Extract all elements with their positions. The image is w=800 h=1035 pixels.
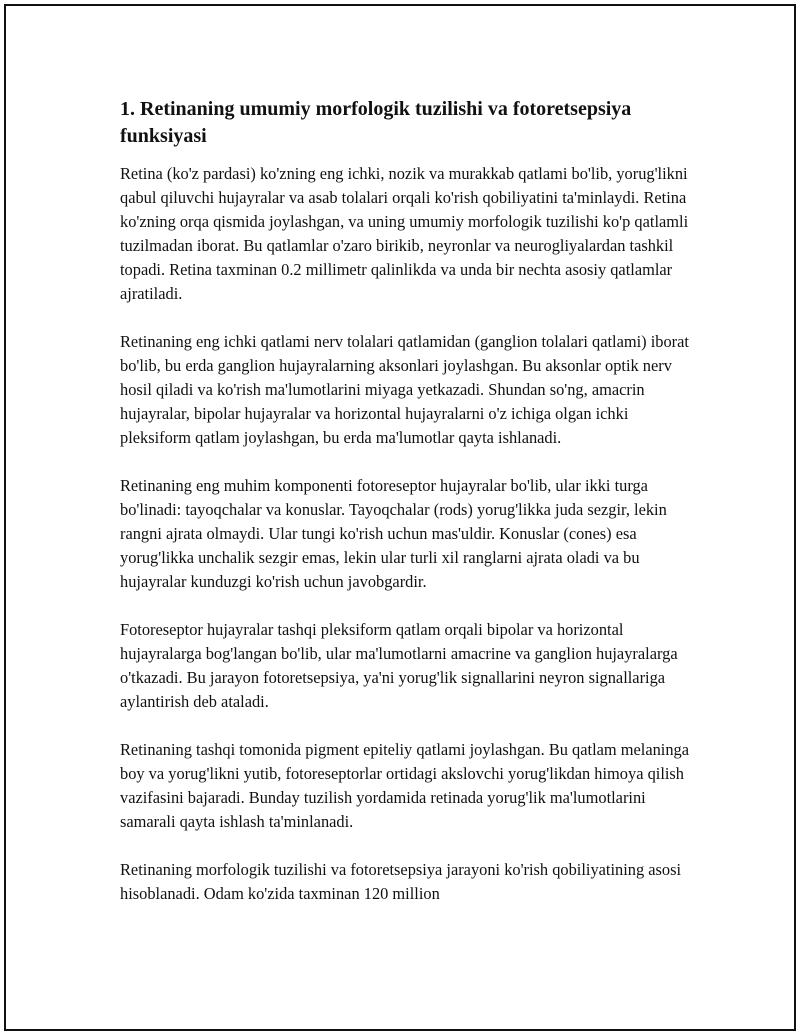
section-title: 1. Retinaning umumiy morfologik tuzilishi va fotoretsepsiya funksiyasi	[120, 98, 632, 147]
document-page	[4, 4, 796, 1031]
paragraph-3: Retinaning eng muhim komponenti fotoreseptor hujayralar bo'lib, ular ikki turga bo'linadi: tayoqchalar va konuslar. Tayoqchalar (rods) yorug'likka juda sezgir, lekin rangni ajrata olmaydi. Ular tungi ko'rish uchun mas'uldir. Konuslar (cones) esa yorug'likka unchalik sezgir emas, lekin ular turli xil ranglarni ajrata oladi va bu hujayralar kunduzgi ko'rish uchun javobgardir.	[120, 476, 667, 591]
paragraph-4: Fotoreseptor hujayralar tashqi pleksiform qatlam orqali bipolar va horizontal hujayralarga bog'langan bo'lib, ular ma'lumotlarni amacrine va ganglion hujayralarga o'tkazadi. Bu jarayon fotoretsepsiya, ya'ni yorug'lik signallarini neyron signallariga aylantirish deb ataladi.	[120, 620, 678, 711]
paragraph-5: Retinaning tashqi tomonida pigment epiteliy qatlami joylashgan. Bu qatlam melaninga boy va yorug'likni yutib, fotoreseptorlar ortidagi akslovchi yorug'likdan himoya qilish vazifasini bajaradi. Bunday tuzilish yordamida retinada yorug'lik ma'lumotlarini samarali qayta ishlash ta'minlanadi.	[120, 740, 690, 831]
document-body	[120, 96, 700, 930]
paragraph-6: Retinaning morfologik tuzilishi va fotoretsepsiya jarayoni ko'rish qobiliyatining asosi hisoblanadi. Odam ko'zida taxminan 120 million	[120, 860, 682, 903]
paragraph-2: Retinaning eng ichki qatlami nerv tolalari qatlamidan (ganglion tolalari qatlami) iborat bo'lib, bu erda ganglion hujayralarning aksonlari joylashgan. Bu aksonlar optik nerv hosil qiladi va ko'rish ma'lumotlarini miyaga yetkazadi. Shundan so'ng, amacrin hujayralar, bipolar hujayralar va horizontal hujayralarni o'z ichiga olgan ichki pleksiform qatlam joylashgan, bu erda ma'lumotlar qayta ishlanadi.	[120, 332, 689, 447]
paragraph-1: Retina (ko'z pardasi) ko'zning eng ichki, nozik va murakkab qatlami bo'lib, yorug'likni qabul qiluvchi hujayralar va asab tolalari orqali ko'rish qobiliyatini ta'minlaydi. Retina ko'zning orqa qismida joylashgan, va uning umumiy morfologik tuzilishi ko'p qatlamli tuzilmadan iborat. Bu qatlamlar o'zaro birikib, neyronlar va neurogliyalardan tashkil topadi. Retina taxminan 0.2 millimetr qalinlikda va unda bir nechta asosiy qatlamlar ajratiladi.	[120, 164, 689, 303]
